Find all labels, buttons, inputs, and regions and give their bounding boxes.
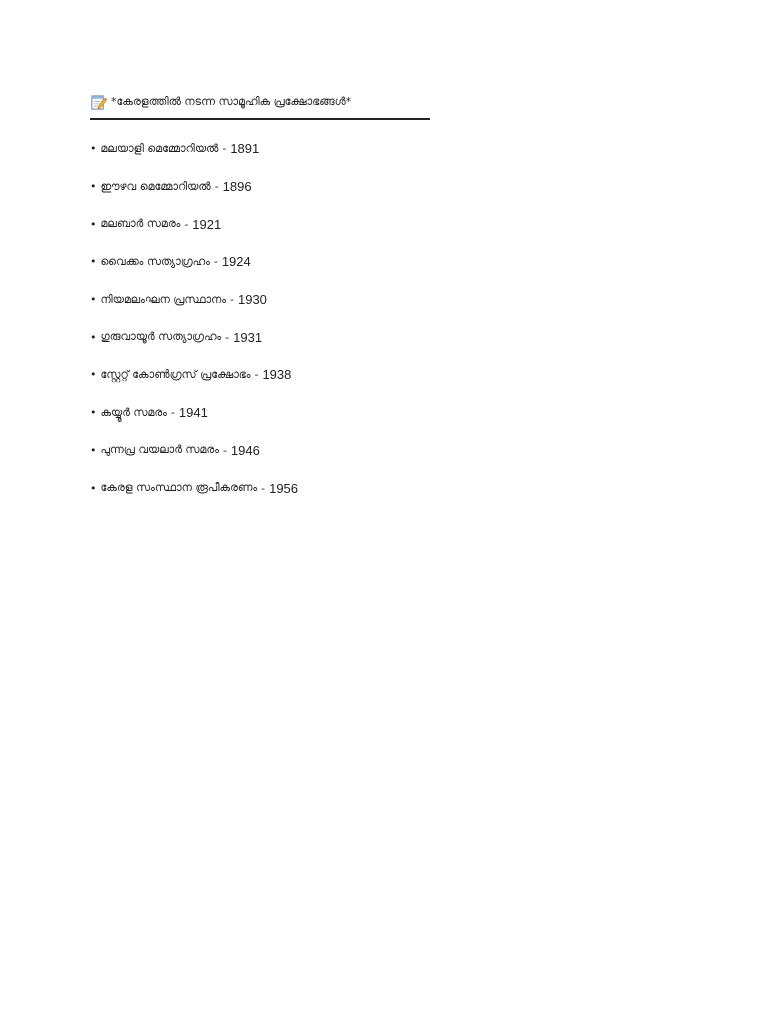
list-item: [90, 281, 690, 319]
event-name: ഈഴവ മെമ്മോറിയൽ: [100, 179, 211, 193]
bullet: •: [90, 180, 97, 194]
separator: -: [261, 481, 266, 495]
list-item: [90, 356, 690, 394]
bullet: •: [90, 368, 97, 382]
event-name: പുന്നപ്ര വയലാർ സമരം: [100, 443, 219, 457]
event-name: കേരള സംസ്ഥാന രൂപീകരണം: [100, 481, 258, 495]
list-item: [90, 318, 690, 356]
bullet: •: [90, 142, 97, 156]
separator: -: [213, 255, 218, 269]
list-item: [90, 469, 690, 507]
event-year: 1946: [230, 442, 260, 458]
bullet: •: [90, 481, 97, 495]
separator: -: [222, 142, 227, 156]
event-year: 1938: [262, 367, 292, 383]
bullet: •: [90, 330, 97, 344]
event-name: മലബാർ സമരം: [100, 217, 181, 231]
list-item: [90, 168, 690, 206]
memo-icon: [90, 94, 107, 111]
document: [90, 92, 690, 507]
event-name: ഗുരുവായൂർ സത്യാഗ്രഹം: [100, 330, 222, 344]
event-name: കയ്യൂർ സമരം: [100, 405, 167, 419]
event-year: 1930: [237, 292, 267, 308]
separator: -: [214, 180, 219, 194]
separator: -: [184, 217, 189, 231]
bullet: •: [90, 255, 97, 269]
bullet: •: [90, 406, 97, 420]
event-name: സ്റ്റേറ്റ് കോൺഗ്രസ് പ്രക്ഷോഭം: [100, 367, 251, 381]
event-name: വൈക്കം സത്യാഗ്രഹം: [100, 254, 210, 268]
separator: -: [225, 330, 230, 344]
document-title: *കേരളത്തിൽ നടന്ന സാമൂഹിക പ്രക്ഷോഭങ്ങൾ*: [111, 95, 352, 108]
event-year: 1891: [230, 141, 260, 157]
event-year: 1956: [269, 480, 299, 496]
event-name: നിയമലംഘന പ്രസ്ഥാനം: [100, 292, 226, 306]
list-item: [90, 432, 690, 470]
list-item: [90, 243, 690, 281]
bullet: •: [90, 293, 97, 307]
document-title-row: [90, 92, 690, 112]
event-list: [90, 130, 690, 507]
event-name: മലയാളി മെമ്മോറിയൽ: [100, 141, 219, 155]
event-year: 1941: [178, 405, 208, 421]
separator: -: [254, 368, 259, 382]
bullet: •: [90, 443, 97, 457]
event-year: 1931: [233, 329, 263, 345]
title-underline: [90, 118, 430, 120]
event-year: 1896: [222, 179, 252, 195]
separator: -: [170, 406, 175, 420]
list-item: [90, 130, 690, 168]
separator: -: [230, 293, 234, 307]
bullet: •: [90, 217, 97, 231]
event-year: 1924: [221, 254, 251, 270]
list-item: [90, 394, 690, 432]
separator: -: [222, 443, 227, 457]
list-item: [90, 205, 690, 243]
event-year: 1921: [192, 216, 222, 232]
